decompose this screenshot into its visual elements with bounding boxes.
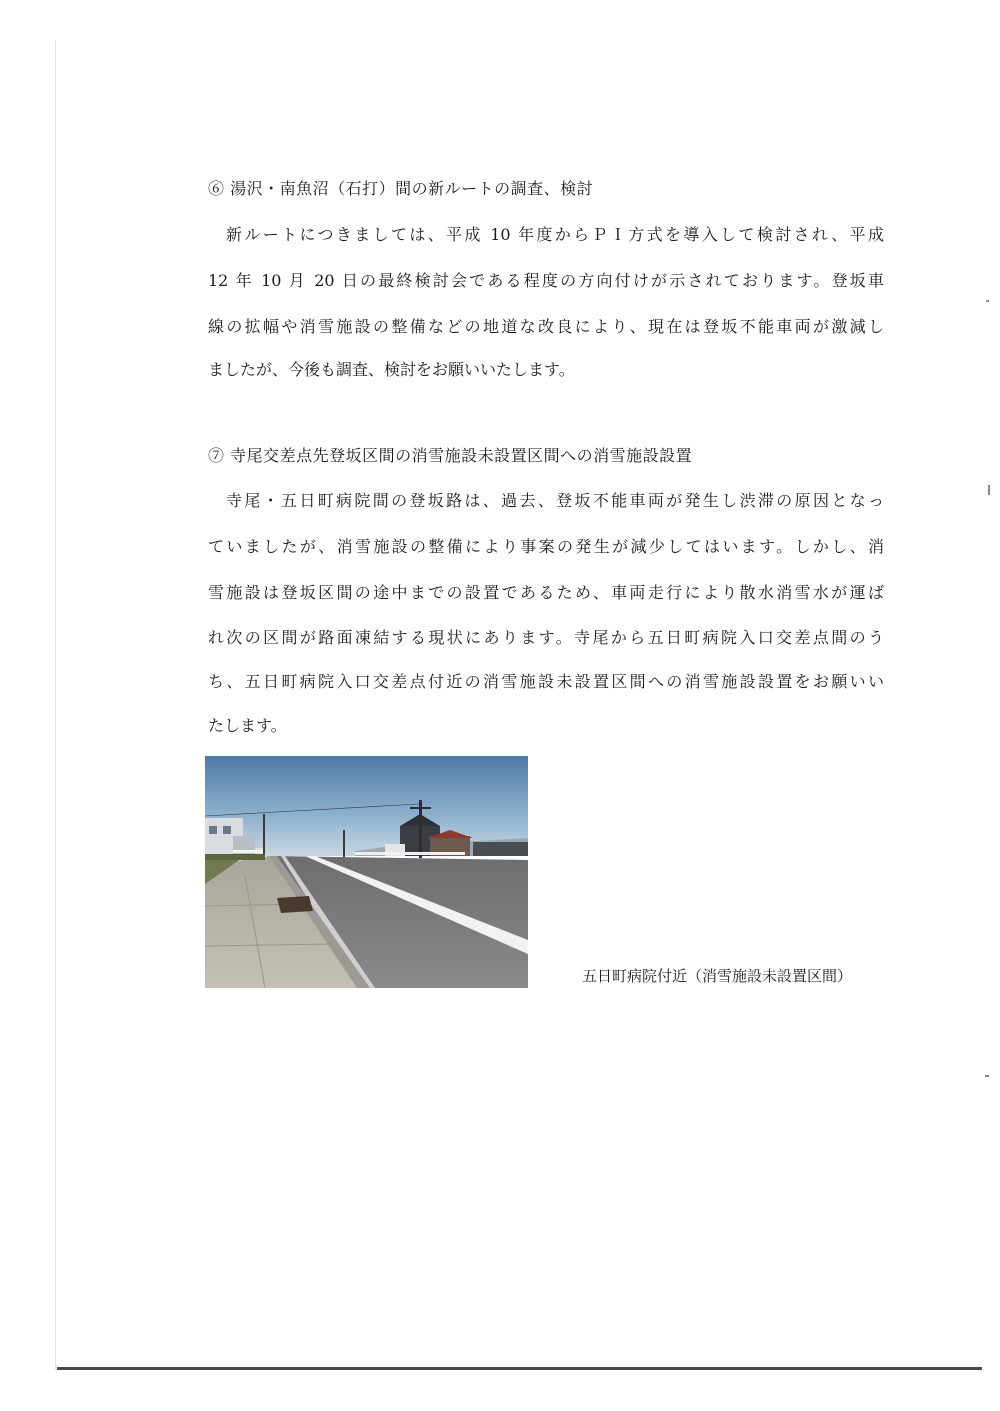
road-photo: [205, 756, 528, 988]
page-bottom-border: [57, 1367, 982, 1370]
section-7-heading: ⑦ 寺尾交差点先登坂区間の消雪施設未設置区間への消雪施設設置: [208, 446, 693, 465]
section-6-heading: ⑥ 湯沢・南魚沼（石打）間の新ルートの調査、検討: [208, 179, 594, 198]
scan-speck: [985, 1075, 989, 1077]
section-7-line-6: たします。: [208, 716, 287, 735]
section-7-line-2: ていましたが、消雪施設の整備により事案の発生が減少してはいます。しかし、消: [208, 537, 884, 556]
section-7-line-4: れ次の区間が路面凍結する現状にあります。寺尾から五日町病院入口交差点間のう: [208, 628, 884, 647]
scan-speck: [988, 485, 990, 495]
section-6-line-1: 新ルートにつきましては、平成 10 年度からＰＩ方式を導入して検討され、平成: [226, 225, 884, 244]
photo-caption: 五日町病院付近（消雪施設未設置区間）: [582, 967, 853, 985]
section-6-line-3: 線の拡幅や消雪施設の整備などの地道な改良により、現在は登坂不能車両が激減し: [208, 317, 884, 336]
section-6-line-4: ましたが、今後も調査、検討をお願いいたします。: [208, 360, 575, 379]
section-6-line-2: 12 年 10 月 20 日の最終検討会である程度の方向付けが示されております。登坂車: [208, 271, 884, 290]
page-edge: [55, 40, 56, 1370]
section-7-line-1: 寺尾・五日町病院間の登坂路は、過去、登坂不能車両が発生し渋滞の原因となっ: [226, 491, 884, 510]
section-7-line-3: 雪施設は登坂区間の途中までの設置であるため、車両走行により散水消雪水が運ば: [208, 583, 884, 602]
section-7-line-5: ち、五日町病院入口交差点付近の消雪施設未設置区間への消雪施設設置をお願いい: [208, 672, 884, 691]
scan-speck: [986, 300, 989, 302]
